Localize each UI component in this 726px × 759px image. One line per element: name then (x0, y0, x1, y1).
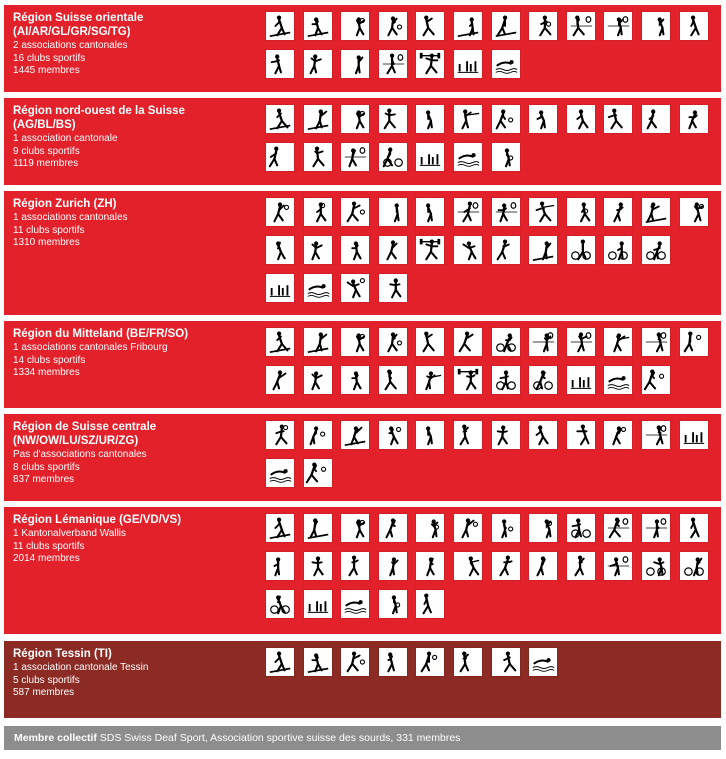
region-stat-line: 1119 membres (13, 158, 79, 169)
football-icon (529, 12, 557, 40)
region-panel (4, 321, 721, 408)
region-info (13, 12, 263, 78)
region-stat-line: 1 association cantonale (13, 133, 118, 144)
region-stat-line: 1445 membres (13, 65, 80, 76)
snowboard-icon (304, 328, 332, 356)
team-sport-icon (341, 552, 369, 580)
volleyball-icon (341, 198, 369, 226)
alpine-skiing-icon (266, 648, 294, 676)
region-panel (4, 191, 721, 315)
shooting-icon (454, 105, 482, 133)
volleyball-icon (529, 514, 557, 542)
wheelchair-tennis-icon (567, 514, 595, 542)
cycling-b-icon (529, 366, 557, 394)
shooting-icon (604, 328, 632, 356)
table-tennis-icon (567, 12, 595, 40)
bowling-icon (266, 274, 294, 302)
wheelchair-icon (604, 236, 632, 264)
team-sport-icon (304, 366, 332, 394)
region-title: Région Lémanique (GE/VD/VS) (13, 514, 182, 526)
bobsleigh-icon (379, 514, 407, 542)
region-stat-line: 587 membres (13, 687, 75, 698)
curling-icon (304, 50, 332, 78)
sprint-icon (492, 236, 520, 264)
football-icon (567, 198, 595, 226)
region-title: Région du Mitteland (BE/FR/SO) (13, 328, 189, 340)
table-tennis-icon (454, 198, 482, 226)
tennis-icon (341, 143, 369, 171)
region-stat-line: 1 association cantonale Tessin (13, 662, 149, 673)
diving-icon (379, 274, 407, 302)
ski-jumping-icon (266, 105, 294, 133)
volleyball-icon (379, 328, 407, 356)
wheelchair-b-icon (642, 236, 670, 264)
region-stat-line: 16 clubs sportifs (13, 52, 86, 64)
region-panel (4, 507, 721, 634)
football-icon (379, 421, 407, 449)
football-icon (416, 648, 444, 676)
region-panel (4, 5, 721, 92)
volleyball-icon (304, 421, 332, 449)
region-info (13, 198, 263, 250)
orienteering-icon (379, 648, 407, 676)
badminton-icon (492, 198, 520, 226)
curling-icon (266, 143, 294, 171)
basketball-icon (416, 514, 444, 542)
running-icon (680, 12, 708, 40)
team-sport-icon (454, 648, 482, 676)
ski-jumping-icon (454, 12, 482, 40)
wrestling-icon (416, 552, 444, 580)
sprint-icon (680, 105, 708, 133)
region-stat-line: 2 associations cantonales (13, 40, 128, 51)
running-icon (567, 421, 595, 449)
curling-icon (529, 421, 557, 449)
orienteering-icon (416, 421, 444, 449)
ski-jumping-icon (341, 421, 369, 449)
wheelchair-icon (266, 590, 294, 618)
kickboxing-icon (379, 105, 407, 133)
region-title: Région nord-ouest de la Suisse (13, 105, 185, 117)
water-polo-icon (680, 198, 708, 226)
table-tennis-icon (529, 328, 557, 356)
wheelchair-icon (492, 328, 520, 356)
biathlon-icon (492, 12, 520, 40)
karate-icon (416, 12, 444, 40)
region-stat-line: 1 associations cantonales (13, 212, 128, 223)
kickboxing-icon (341, 366, 369, 394)
water-polo-icon (492, 143, 520, 171)
goalkeeper-icon (266, 236, 294, 264)
volleyball-icon (379, 12, 407, 40)
chess-icon (642, 105, 670, 133)
basketball-icon (266, 198, 294, 226)
handball-icon (341, 514, 369, 542)
team-sport-icon (454, 421, 482, 449)
weightlifting-icon (416, 236, 444, 264)
collective-member-bar (4, 726, 721, 750)
orienteering-icon (454, 328, 482, 356)
region-stat-line: 1 Kantonalverband Wallis (13, 528, 127, 539)
team-sport-icon (304, 236, 332, 264)
water-polo-b-icon (341, 274, 369, 302)
swimming-icon (454, 143, 482, 171)
sprint-icon (379, 366, 407, 394)
swimming-icon (492, 50, 520, 78)
football-icon (454, 514, 482, 542)
cross-country-skiing-icon (304, 648, 332, 676)
swimming-icon (304, 274, 332, 302)
wrestling-icon (266, 50, 294, 78)
shooting-icon (454, 552, 482, 580)
region-info (13, 421, 263, 487)
goalkeeper-icon (567, 105, 595, 133)
region-stat-line: 8 clubs sportifs (13, 461, 80, 473)
weightlifting-icon (454, 366, 482, 394)
handball-icon (304, 198, 332, 226)
luge-icon (304, 514, 332, 542)
region-info (13, 514, 263, 566)
region-title: Région Tessin (TI) (13, 648, 112, 660)
orienteering-icon (567, 552, 595, 580)
wrestling-icon (379, 236, 407, 264)
kickboxing-icon (304, 552, 332, 580)
karate-icon (416, 328, 444, 356)
sprint-icon (529, 552, 557, 580)
weightlifting-icon (416, 50, 444, 78)
region-title: Région de Suisse centrale (13, 421, 157, 433)
region-cantons: (AG/BL/BS) (13, 119, 76, 131)
team-sport-icon (642, 12, 670, 40)
collective-text: SDS Swiss Deaf Sport, Association sportive suisse des sourds, 331 membres (99, 732, 461, 744)
swimming-icon (266, 459, 294, 487)
swimming-icon (529, 648, 557, 676)
water-polo-icon (379, 590, 407, 618)
shooting-icon (529, 198, 557, 226)
running-icon (604, 198, 632, 226)
running-icon (266, 366, 294, 394)
handball-icon (341, 12, 369, 40)
swimming-icon (604, 366, 632, 394)
tennis-icon (642, 421, 670, 449)
region-info (13, 648, 263, 700)
region-title: Région Suisse orientale (13, 12, 144, 24)
curling-icon (454, 236, 482, 264)
handball-icon (341, 328, 369, 356)
running-icon (680, 514, 708, 542)
bowling-icon (304, 590, 332, 618)
alpine-skiing-icon (266, 12, 294, 40)
bowling-icon (416, 143, 444, 171)
basketball-icon (680, 328, 708, 356)
tennis-icon (642, 328, 670, 356)
sprint-icon (341, 50, 369, 78)
orienteering-icon (416, 105, 444, 133)
orienteering-icon (416, 198, 444, 226)
sprint-icon (492, 648, 520, 676)
basketball-icon (492, 105, 520, 133)
region-stat-line: 11 clubs sportifs (13, 540, 85, 552)
karate-icon (266, 552, 294, 580)
collective-label: Membre collectif (14, 732, 97, 744)
badminton-icon (604, 12, 632, 40)
region-stat-line: 2014 membres (13, 553, 80, 564)
kickboxing-icon (341, 236, 369, 264)
region-stat-line: 1 associations cantonales Fribourg (13, 342, 168, 353)
region-panel (4, 98, 721, 185)
curling-icon (492, 552, 520, 580)
cycling-icon (642, 552, 670, 580)
region-panel (4, 414, 721, 501)
snowboard-icon (304, 105, 332, 133)
region-info (13, 328, 263, 380)
team-sport-icon (529, 105, 557, 133)
region-stat-line: 1310 membres (13, 237, 80, 248)
cycling-b-icon (680, 552, 708, 580)
cycling-icon (492, 366, 520, 394)
snowboard-icon (642, 198, 670, 226)
goalkeeper-icon (379, 552, 407, 580)
region-stat-line: 5 clubs sportifs (13, 674, 80, 686)
badminton-icon (604, 552, 632, 580)
diving-icon (416, 590, 444, 618)
swimming-icon (341, 590, 369, 618)
wrestling-icon (492, 421, 520, 449)
region-info (13, 105, 263, 171)
region-cantons: (AI/AR/GL/GR/SG/TG) (13, 26, 131, 38)
region-stat-line: 837 membres (13, 474, 75, 485)
badminton-icon (567, 328, 595, 356)
skating-icon (604, 105, 632, 133)
cycling-icon (567, 236, 595, 264)
cycling-icon (379, 143, 407, 171)
cross-country-skiing-icon (304, 12, 332, 40)
region-cantons: (NW/OW/LU/SZ/UR/ZG) (13, 435, 139, 447)
region-stat-line: Pas d'associations cantonales (13, 449, 147, 460)
handball-b-icon (604, 421, 632, 449)
bowling-icon (680, 421, 708, 449)
tennis-icon (604, 514, 632, 542)
region-stat-line: 11 clubs sportifs (13, 224, 85, 236)
bowling-icon (567, 366, 595, 394)
volleyball-icon (341, 648, 369, 676)
handball-icon (266, 421, 294, 449)
karate-icon (304, 143, 332, 171)
alpine-skiing-icon (266, 514, 294, 542)
ski-jumping-icon (266, 328, 294, 356)
table-tennis-icon (642, 514, 670, 542)
water-polo-icon (642, 366, 670, 394)
bowling-icon (454, 50, 482, 78)
cross-country-icon (529, 236, 557, 264)
handball-b-icon (492, 514, 520, 542)
tennis-icon (379, 50, 407, 78)
water-polo-icon (304, 459, 332, 487)
region-title: Région Zurich (ZH) (13, 198, 117, 210)
handball-icon (341, 105, 369, 133)
region-stat-line: 14 clubs sportifs (13, 354, 86, 366)
region-stat-line: 9 clubs sportifs (13, 145, 80, 157)
karate-icon (379, 198, 407, 226)
shooting-b-icon (416, 366, 444, 394)
region-stat-line: 1334 membres (13, 367, 80, 378)
region-panel (4, 641, 721, 718)
